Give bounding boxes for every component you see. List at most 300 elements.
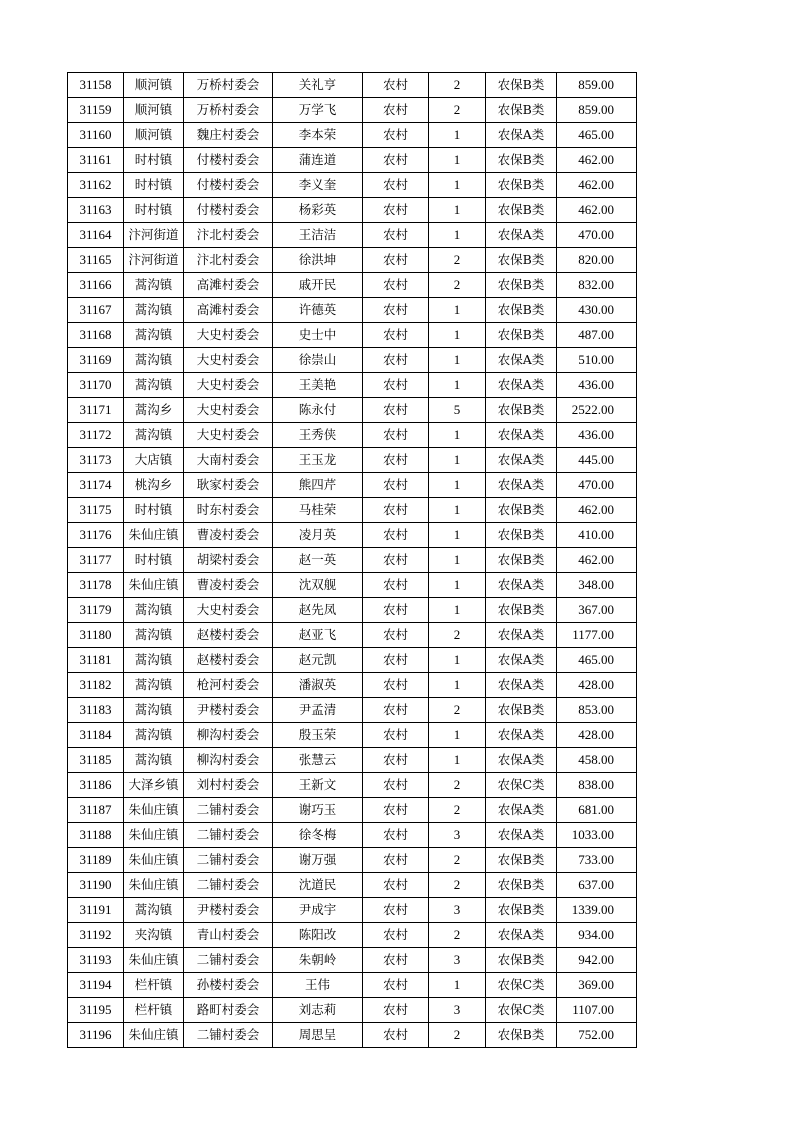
cell-household-count: 2: [429, 73, 486, 98]
cell-insurance-category: 农保B类: [486, 598, 557, 623]
table-row: [68, 773, 637, 798]
table-row: [68, 523, 637, 548]
table-row: [68, 923, 637, 948]
cell-residence-type: 农村: [363, 698, 429, 723]
cell-household-count: 3: [429, 823, 486, 848]
cell-residence-type: 农村: [363, 548, 429, 573]
cell-person-name: 戚开民: [273, 273, 363, 298]
cell-insurance-category: 农保B类: [486, 873, 557, 898]
cell-person-name: 凌月英: [273, 523, 363, 548]
cell-amount: 458.00: [557, 748, 637, 773]
table-row: [68, 248, 637, 273]
cell-amount: 1107.00: [557, 998, 637, 1023]
cell-insurance-category: 农保B类: [486, 248, 557, 273]
cell-amount: 367.00: [557, 598, 637, 623]
table-row: [68, 273, 637, 298]
cell-insurance-category: 农保A类: [486, 823, 557, 848]
cell-amount: 462.00: [557, 198, 637, 223]
cell-village-committee: 二铺村委会: [184, 873, 273, 898]
cell-record-id: 31184: [68, 723, 124, 748]
cell-amount: 462.00: [557, 498, 637, 523]
cell-residence-type: 农村: [363, 148, 429, 173]
cell-record-id: 31176: [68, 523, 124, 548]
cell-insurance-category: 农保A类: [486, 648, 557, 673]
cell-record-id: 31177: [68, 548, 124, 573]
table-row: [68, 473, 637, 498]
cell-village-committee: 付楼村委会: [184, 173, 273, 198]
table-row: [68, 573, 637, 598]
cell-household-count: 1: [429, 598, 486, 623]
cell-amount: 853.00: [557, 698, 637, 723]
cell-insurance-category: 农保B类: [486, 498, 557, 523]
cell-amount: 436.00: [557, 423, 637, 448]
cell-town: 汴河街道: [124, 223, 184, 248]
cell-household-count: 2: [429, 1023, 486, 1048]
cell-amount: 1339.00: [557, 898, 637, 923]
cell-person-name: 王美艳: [273, 373, 363, 398]
cell-record-id: 31174: [68, 473, 124, 498]
cell-village-committee: 魏庄村委会: [184, 123, 273, 148]
cell-residence-type: 农村: [363, 923, 429, 948]
cell-insurance-category: 农保B类: [486, 698, 557, 723]
cell-insurance-category: 农保B类: [486, 548, 557, 573]
cell-household-count: 1: [429, 498, 486, 523]
cell-residence-type: 农村: [363, 473, 429, 498]
table-body: [68, 73, 637, 1048]
cell-town: 顺河镇: [124, 98, 184, 123]
cell-residence-type: 农村: [363, 798, 429, 823]
table-row: [68, 198, 637, 223]
cell-person-name: 王秀侠: [273, 423, 363, 448]
cell-town: 蒿沟镇: [124, 423, 184, 448]
table-row: [68, 723, 637, 748]
cell-record-id: 31187: [68, 798, 124, 823]
cell-town: 蒿沟镇: [124, 648, 184, 673]
cell-person-name: 王新文: [273, 773, 363, 798]
cell-household-count: 2: [429, 873, 486, 898]
table-row: [68, 998, 637, 1023]
cell-household-count: 1: [429, 198, 486, 223]
cell-person-name: 谢万强: [273, 848, 363, 873]
cell-record-id: 31186: [68, 773, 124, 798]
cell-insurance-category: 农保C类: [486, 973, 557, 998]
table-row: [68, 173, 637, 198]
cell-record-id: 31158: [68, 73, 124, 98]
cell-village-committee: 曹凌村委会: [184, 523, 273, 548]
cell-village-committee: 柳沟村委会: [184, 723, 273, 748]
cell-village-committee: 尹楼村委会: [184, 898, 273, 923]
table-row: [68, 398, 637, 423]
cell-village-committee: 大南村委会: [184, 448, 273, 473]
cell-insurance-category: 农保A类: [486, 573, 557, 598]
cell-residence-type: 农村: [363, 123, 429, 148]
cell-amount: 470.00: [557, 223, 637, 248]
cell-town: 夹沟镇: [124, 923, 184, 948]
cell-town: 蒿沟镇: [124, 373, 184, 398]
cell-residence-type: 农村: [363, 498, 429, 523]
cell-insurance-category: 农保A类: [486, 473, 557, 498]
cell-town: 蒿沟镇: [124, 898, 184, 923]
cell-household-count: 1: [429, 223, 486, 248]
cell-insurance-category: 农保A类: [486, 123, 557, 148]
table-row: [68, 648, 637, 673]
cell-village-committee: 二铺村委会: [184, 823, 273, 848]
cell-household-count: 2: [429, 248, 486, 273]
cell-village-committee: 汴北村委会: [184, 248, 273, 273]
cell-amount: 430.00: [557, 298, 637, 323]
cell-person-name: 尹成宇: [273, 898, 363, 923]
cell-insurance-category: 农保A类: [486, 798, 557, 823]
table-row: [68, 498, 637, 523]
cell-residence-type: 农村: [363, 998, 429, 1023]
cell-amount: 465.00: [557, 648, 637, 673]
cell-village-committee: 二铺村委会: [184, 798, 273, 823]
table-row: [68, 223, 637, 248]
cell-insurance-category: 农保A类: [486, 673, 557, 698]
cell-village-committee: 付楼村委会: [184, 148, 273, 173]
cell-village-committee: 二铺村委会: [184, 848, 273, 873]
cell-insurance-category: 农保B类: [486, 523, 557, 548]
cell-amount: 733.00: [557, 848, 637, 873]
cell-household-count: 1: [429, 673, 486, 698]
cell-town: 大泽乡镇: [124, 773, 184, 798]
cell-village-committee: 大史村委会: [184, 598, 273, 623]
cell-person-name: 沈双舰: [273, 573, 363, 598]
cell-household-count: 1: [429, 323, 486, 348]
table-row: [68, 873, 637, 898]
cell-record-id: 31172: [68, 423, 124, 448]
cell-residence-type: 农村: [363, 673, 429, 698]
cell-village-committee: 万桥村委会: [184, 73, 273, 98]
table-row: [68, 623, 637, 648]
table-row: [68, 973, 637, 998]
cell-amount: 934.00: [557, 923, 637, 948]
cell-town: 蒿沟镇: [124, 298, 184, 323]
cell-amount: 428.00: [557, 723, 637, 748]
cell-household-count: 3: [429, 948, 486, 973]
cell-household-count: 2: [429, 273, 486, 298]
cell-residence-type: 农村: [363, 1023, 429, 1048]
cell-insurance-category: 农保B类: [486, 148, 557, 173]
cell-insurance-category: 农保A类: [486, 448, 557, 473]
cell-amount: 859.00: [557, 73, 637, 98]
cell-residence-type: 农村: [363, 98, 429, 123]
cell-person-name: 王伟: [273, 973, 363, 998]
cell-town: 时村镇: [124, 148, 184, 173]
cell-household-count: 2: [429, 698, 486, 723]
cell-insurance-category: 农保B类: [486, 198, 557, 223]
cell-town: 朱仙庄镇: [124, 873, 184, 898]
cell-amount: 428.00: [557, 673, 637, 698]
cell-town: 顺河镇: [124, 123, 184, 148]
cell-residence-type: 农村: [363, 648, 429, 673]
cell-amount: 1033.00: [557, 823, 637, 848]
cell-amount: 462.00: [557, 548, 637, 573]
cell-amount: 859.00: [557, 98, 637, 123]
cell-town: 朱仙庄镇: [124, 573, 184, 598]
cell-household-count: 1: [429, 348, 486, 373]
cell-village-committee: 枪河村委会: [184, 673, 273, 698]
cell-amount: 470.00: [557, 473, 637, 498]
cell-person-name: 蒲连道: [273, 148, 363, 173]
cell-town: 蒿沟镇: [124, 348, 184, 373]
cell-amount: 681.00: [557, 798, 637, 823]
table-row: [68, 423, 637, 448]
cell-record-id: 31175: [68, 498, 124, 523]
table-row: [68, 98, 637, 123]
cell-record-id: 31191: [68, 898, 124, 923]
cell-village-committee: 大史村委会: [184, 373, 273, 398]
cell-household-count: 2: [429, 798, 486, 823]
cell-insurance-category: 农保B类: [486, 173, 557, 198]
cell-person-name: 史士中: [273, 323, 363, 348]
cell-household-count: 1: [429, 123, 486, 148]
cell-insurance-category: 农保A类: [486, 348, 557, 373]
table-row: [68, 1023, 637, 1048]
cell-town: 时村镇: [124, 548, 184, 573]
cell-insurance-category: 农保B类: [486, 73, 557, 98]
cell-town: 蒿沟镇: [124, 273, 184, 298]
cell-residence-type: 农村: [363, 323, 429, 348]
cell-insurance-category: 农保A类: [486, 923, 557, 948]
table-row: [68, 898, 637, 923]
cell-residence-type: 农村: [363, 298, 429, 323]
cell-person-name: 许德英: [273, 298, 363, 323]
table-row: [68, 323, 637, 348]
cell-village-committee: 高滩村委会: [184, 273, 273, 298]
cell-village-committee: 尹楼村委会: [184, 698, 273, 723]
cell-record-id: 31181: [68, 648, 124, 673]
cell-amount: 637.00: [557, 873, 637, 898]
cell-person-name: 潘淑英: [273, 673, 363, 698]
cell-person-name: 万学飞: [273, 98, 363, 123]
cell-household-count: 1: [429, 473, 486, 498]
cell-insurance-category: 农保C类: [486, 773, 557, 798]
cell-town: 朱仙庄镇: [124, 948, 184, 973]
cell-household-count: 1: [429, 173, 486, 198]
cell-insurance-category: 农保A类: [486, 723, 557, 748]
cell-record-id: 31178: [68, 573, 124, 598]
cell-village-committee: 大史村委会: [184, 323, 273, 348]
cell-residence-type: 农村: [363, 223, 429, 248]
table-row: [68, 673, 637, 698]
cell-village-committee: 二铺村委会: [184, 948, 273, 973]
cell-insurance-category: 农保B类: [486, 273, 557, 298]
cell-household-count: 1: [429, 298, 486, 323]
cell-town: 朱仙庄镇: [124, 1023, 184, 1048]
cell-amount: 462.00: [557, 148, 637, 173]
cell-household-count: 3: [429, 998, 486, 1023]
cell-amount: 462.00: [557, 173, 637, 198]
cell-residence-type: 农村: [363, 773, 429, 798]
cell-record-id: 31173: [68, 448, 124, 473]
cell-village-committee: 大史村委会: [184, 398, 273, 423]
cell-town: 汴河街道: [124, 248, 184, 273]
cell-residence-type: 农村: [363, 823, 429, 848]
cell-person-name: 王洁洁: [273, 223, 363, 248]
cell-town: 朱仙庄镇: [124, 798, 184, 823]
cell-amount: 942.00: [557, 948, 637, 973]
cell-village-committee: 赵楼村委会: [184, 623, 273, 648]
cell-village-committee: 大史村委会: [184, 423, 273, 448]
cell-person-name: 关礼亨: [273, 73, 363, 98]
cell-household-count: 2: [429, 623, 486, 648]
cell-person-name: 谢巧玉: [273, 798, 363, 823]
cell-household-count: 1: [429, 548, 486, 573]
cell-amount: 445.00: [557, 448, 637, 473]
cell-village-committee: 高滩村委会: [184, 298, 273, 323]
cell-residence-type: 农村: [363, 873, 429, 898]
cell-town: 时村镇: [124, 198, 184, 223]
cell-person-name: 赵元凯: [273, 648, 363, 673]
table-row: [68, 348, 637, 373]
cell-person-name: 张慧云: [273, 748, 363, 773]
table-row: [68, 948, 637, 973]
cell-residence-type: 农村: [363, 273, 429, 298]
cell-person-name: 徐冬梅: [273, 823, 363, 848]
table-row: [68, 823, 637, 848]
table-row: [68, 448, 637, 473]
cell-record-id: 31194: [68, 973, 124, 998]
cell-person-name: 周思呈: [273, 1023, 363, 1048]
cell-household-count: 1: [429, 448, 486, 473]
cell-residence-type: 农村: [363, 373, 429, 398]
cell-person-name: 熊四芹: [273, 473, 363, 498]
payment-table: [67, 72, 637, 1048]
cell-record-id: 31165: [68, 248, 124, 273]
cell-town: 蒿沟镇: [124, 723, 184, 748]
cell-record-id: 31182: [68, 673, 124, 698]
cell-household-count: 1: [429, 723, 486, 748]
cell-person-name: 朱朝岭: [273, 948, 363, 973]
cell-household-count: 5: [429, 398, 486, 423]
cell-insurance-category: 农保B类: [486, 1023, 557, 1048]
cell-person-name: 尹孟清: [273, 698, 363, 723]
cell-person-name: 马桂荣: [273, 498, 363, 523]
table-row: [68, 748, 637, 773]
cell-person-name: 刘志莉: [273, 998, 363, 1023]
cell-record-id: 31162: [68, 173, 124, 198]
cell-town: 蒿沟镇: [124, 698, 184, 723]
cell-town: 时村镇: [124, 173, 184, 198]
cell-record-id: 31183: [68, 698, 124, 723]
cell-insurance-category: 农保B类: [486, 298, 557, 323]
cell-person-name: 杨彩英: [273, 198, 363, 223]
cell-town: 顺河镇: [124, 73, 184, 98]
cell-person-name: 王玉龙: [273, 448, 363, 473]
cell-record-id: 31180: [68, 623, 124, 648]
table-row: [68, 148, 637, 173]
cell-village-committee: 汴北村委会: [184, 223, 273, 248]
cell-village-committee: 万桥村委会: [184, 98, 273, 123]
cell-village-committee: 曹凌村委会: [184, 573, 273, 598]
cell-town: 蒿沟镇: [124, 748, 184, 773]
cell-amount: 510.00: [557, 348, 637, 373]
cell-household-count: 1: [429, 748, 486, 773]
cell-record-id: 31161: [68, 148, 124, 173]
cell-insurance-category: 农保B类: [486, 398, 557, 423]
cell-residence-type: 农村: [363, 623, 429, 648]
cell-residence-type: 农村: [363, 248, 429, 273]
cell-insurance-category: 农保B类: [486, 98, 557, 123]
cell-village-committee: 胡梁村委会: [184, 548, 273, 573]
table-row: [68, 73, 637, 98]
cell-person-name: 李本荣: [273, 123, 363, 148]
cell-town: 时村镇: [124, 498, 184, 523]
cell-amount: 752.00: [557, 1023, 637, 1048]
cell-record-id: 31185: [68, 748, 124, 773]
cell-residence-type: 农村: [363, 73, 429, 98]
cell-amount: 348.00: [557, 573, 637, 598]
cell-residence-type: 农村: [363, 348, 429, 373]
cell-record-id: 31188: [68, 823, 124, 848]
cell-record-id: 31171: [68, 398, 124, 423]
cell-town: 朱仙庄镇: [124, 523, 184, 548]
cell-household-count: 1: [429, 373, 486, 398]
cell-village-committee: 付楼村委会: [184, 198, 273, 223]
cell-residence-type: 农村: [363, 573, 429, 598]
cell-village-committee: 耿家村委会: [184, 473, 273, 498]
cell-person-name: 赵先凤: [273, 598, 363, 623]
cell-record-id: 31159: [68, 98, 124, 123]
cell-insurance-category: 农保C类: [486, 998, 557, 1023]
cell-residence-type: 农村: [363, 173, 429, 198]
cell-residence-type: 农村: [363, 748, 429, 773]
cell-person-name: 赵亚飞: [273, 623, 363, 648]
cell-residence-type: 农村: [363, 598, 429, 623]
table-row: [68, 123, 637, 148]
cell-record-id: 31195: [68, 998, 124, 1023]
cell-record-id: 31190: [68, 873, 124, 898]
cell-insurance-category: 农保B类: [486, 323, 557, 348]
cell-village-committee: 刘村村委会: [184, 773, 273, 798]
table-row: [68, 548, 637, 573]
cell-residence-type: 农村: [363, 948, 429, 973]
cell-amount: 436.00: [557, 373, 637, 398]
cell-household-count: 2: [429, 923, 486, 948]
cell-record-id: 31160: [68, 123, 124, 148]
cell-person-name: 陈阳改: [273, 923, 363, 948]
cell-residence-type: 农村: [363, 973, 429, 998]
cell-residence-type: 农村: [363, 523, 429, 548]
cell-record-id: 31166: [68, 273, 124, 298]
cell-residence-type: 农村: [363, 448, 429, 473]
cell-insurance-category: 农保B类: [486, 898, 557, 923]
cell-person-name: 徐崇山: [273, 348, 363, 373]
cell-record-id: 31179: [68, 598, 124, 623]
cell-village-committee: 路町村委会: [184, 998, 273, 1023]
cell-town: 栏杆镇: [124, 973, 184, 998]
cell-town: 朱仙庄镇: [124, 848, 184, 873]
cell-record-id: 31163: [68, 198, 124, 223]
cell-amount: 487.00: [557, 323, 637, 348]
cell-household-count: 1: [429, 523, 486, 548]
cell-town: 蒿沟镇: [124, 673, 184, 698]
cell-town: 栏杆镇: [124, 998, 184, 1023]
cell-village-committee: 青山村委会: [184, 923, 273, 948]
table-row: [68, 298, 637, 323]
cell-insurance-category: 农保A类: [486, 223, 557, 248]
table-row: [68, 373, 637, 398]
cell-town: 大店镇: [124, 448, 184, 473]
cell-record-id: 31170: [68, 373, 124, 398]
cell-person-name: 赵一英: [273, 548, 363, 573]
cell-person-name: 沈道民: [273, 873, 363, 898]
cell-record-id: 31196: [68, 1023, 124, 1048]
cell-household-count: 1: [429, 973, 486, 998]
cell-insurance-category: 农保B类: [486, 948, 557, 973]
cell-residence-type: 农村: [363, 898, 429, 923]
